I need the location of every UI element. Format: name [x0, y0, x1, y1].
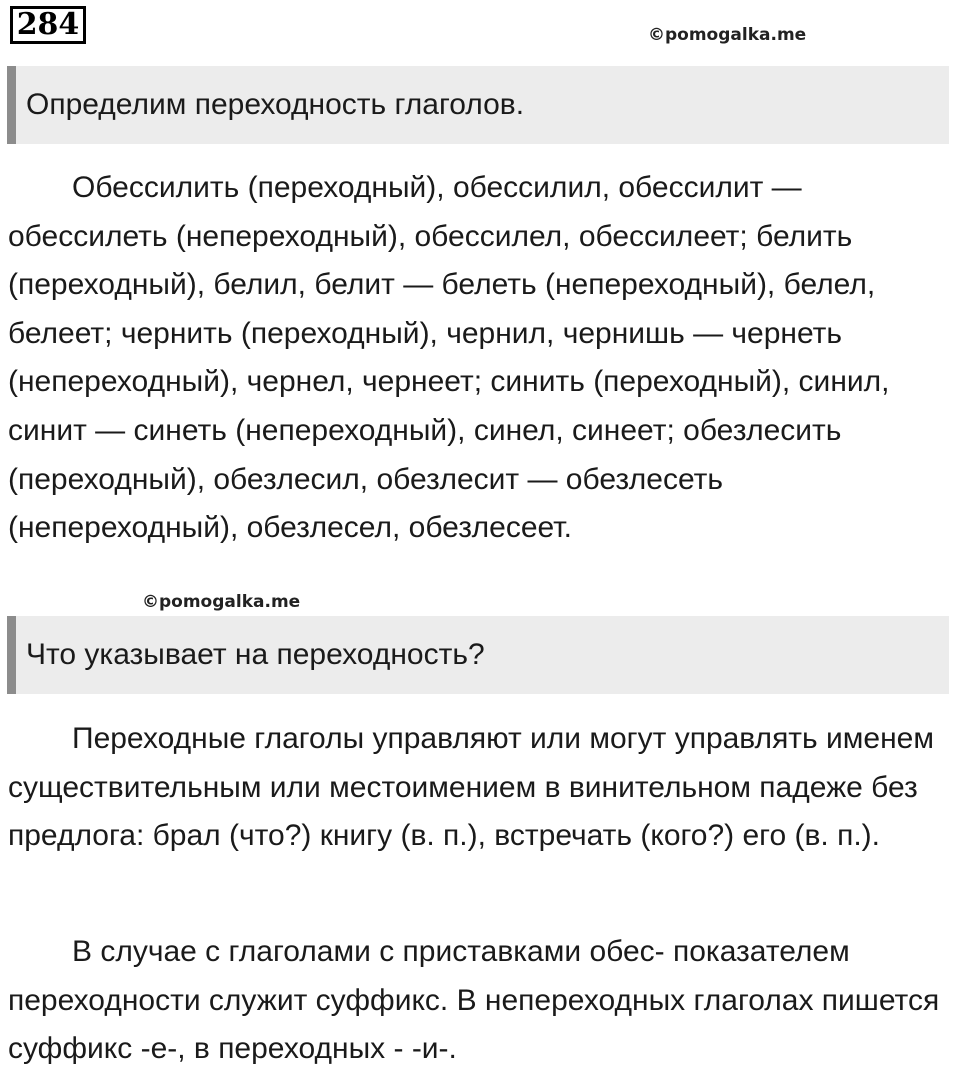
watermark-top: ©pomogalka.me [648, 25, 807, 45]
section-heading-indicator [7, 616, 949, 694]
task-number-box: 284 [10, 6, 86, 44]
section-heading-label: Определим переходность глаголов. [26, 88, 525, 121]
verb-list-paragraph: Обессилить (переходный), обессилил, обессилит — обессилеть (непереходный), обессилел, обессилеет; белить (переходный), белил, белит — белеть (непереходный), белел, белеет; чернить (переходный), чернил, чернишь — чернеть (непереходный), чернел, чернеет; синить (переходный), синил, синит — синеть (непереходный), синел, синеет; обезлесить (переходный), обезлесил, обезлесит — обезлесеть (непереходный), обезлесел, обезлесеет. [8, 171, 890, 545]
section-heading-transitivity [7, 66, 949, 144]
watermark-middle: ©pomogalka.me [142, 592, 301, 612]
section-heading-label: Что указывает на переходность? [26, 638, 485, 671]
explanation-paragraph: Переходные глаголы управляют или могут управлять именем существительным или местоимением в винительном падеже без предлога: брал (что?) книгу (в. п.), встречать (кого?) его (в. п.). [8, 722, 934, 853]
suffix-rule-paragraph: В случае с глаголами с приставками обес- показателем переходности служит суффикс. В непереходных глаголах пишется суффикс -е-, в переходных - -и-. [8, 935, 940, 1066]
